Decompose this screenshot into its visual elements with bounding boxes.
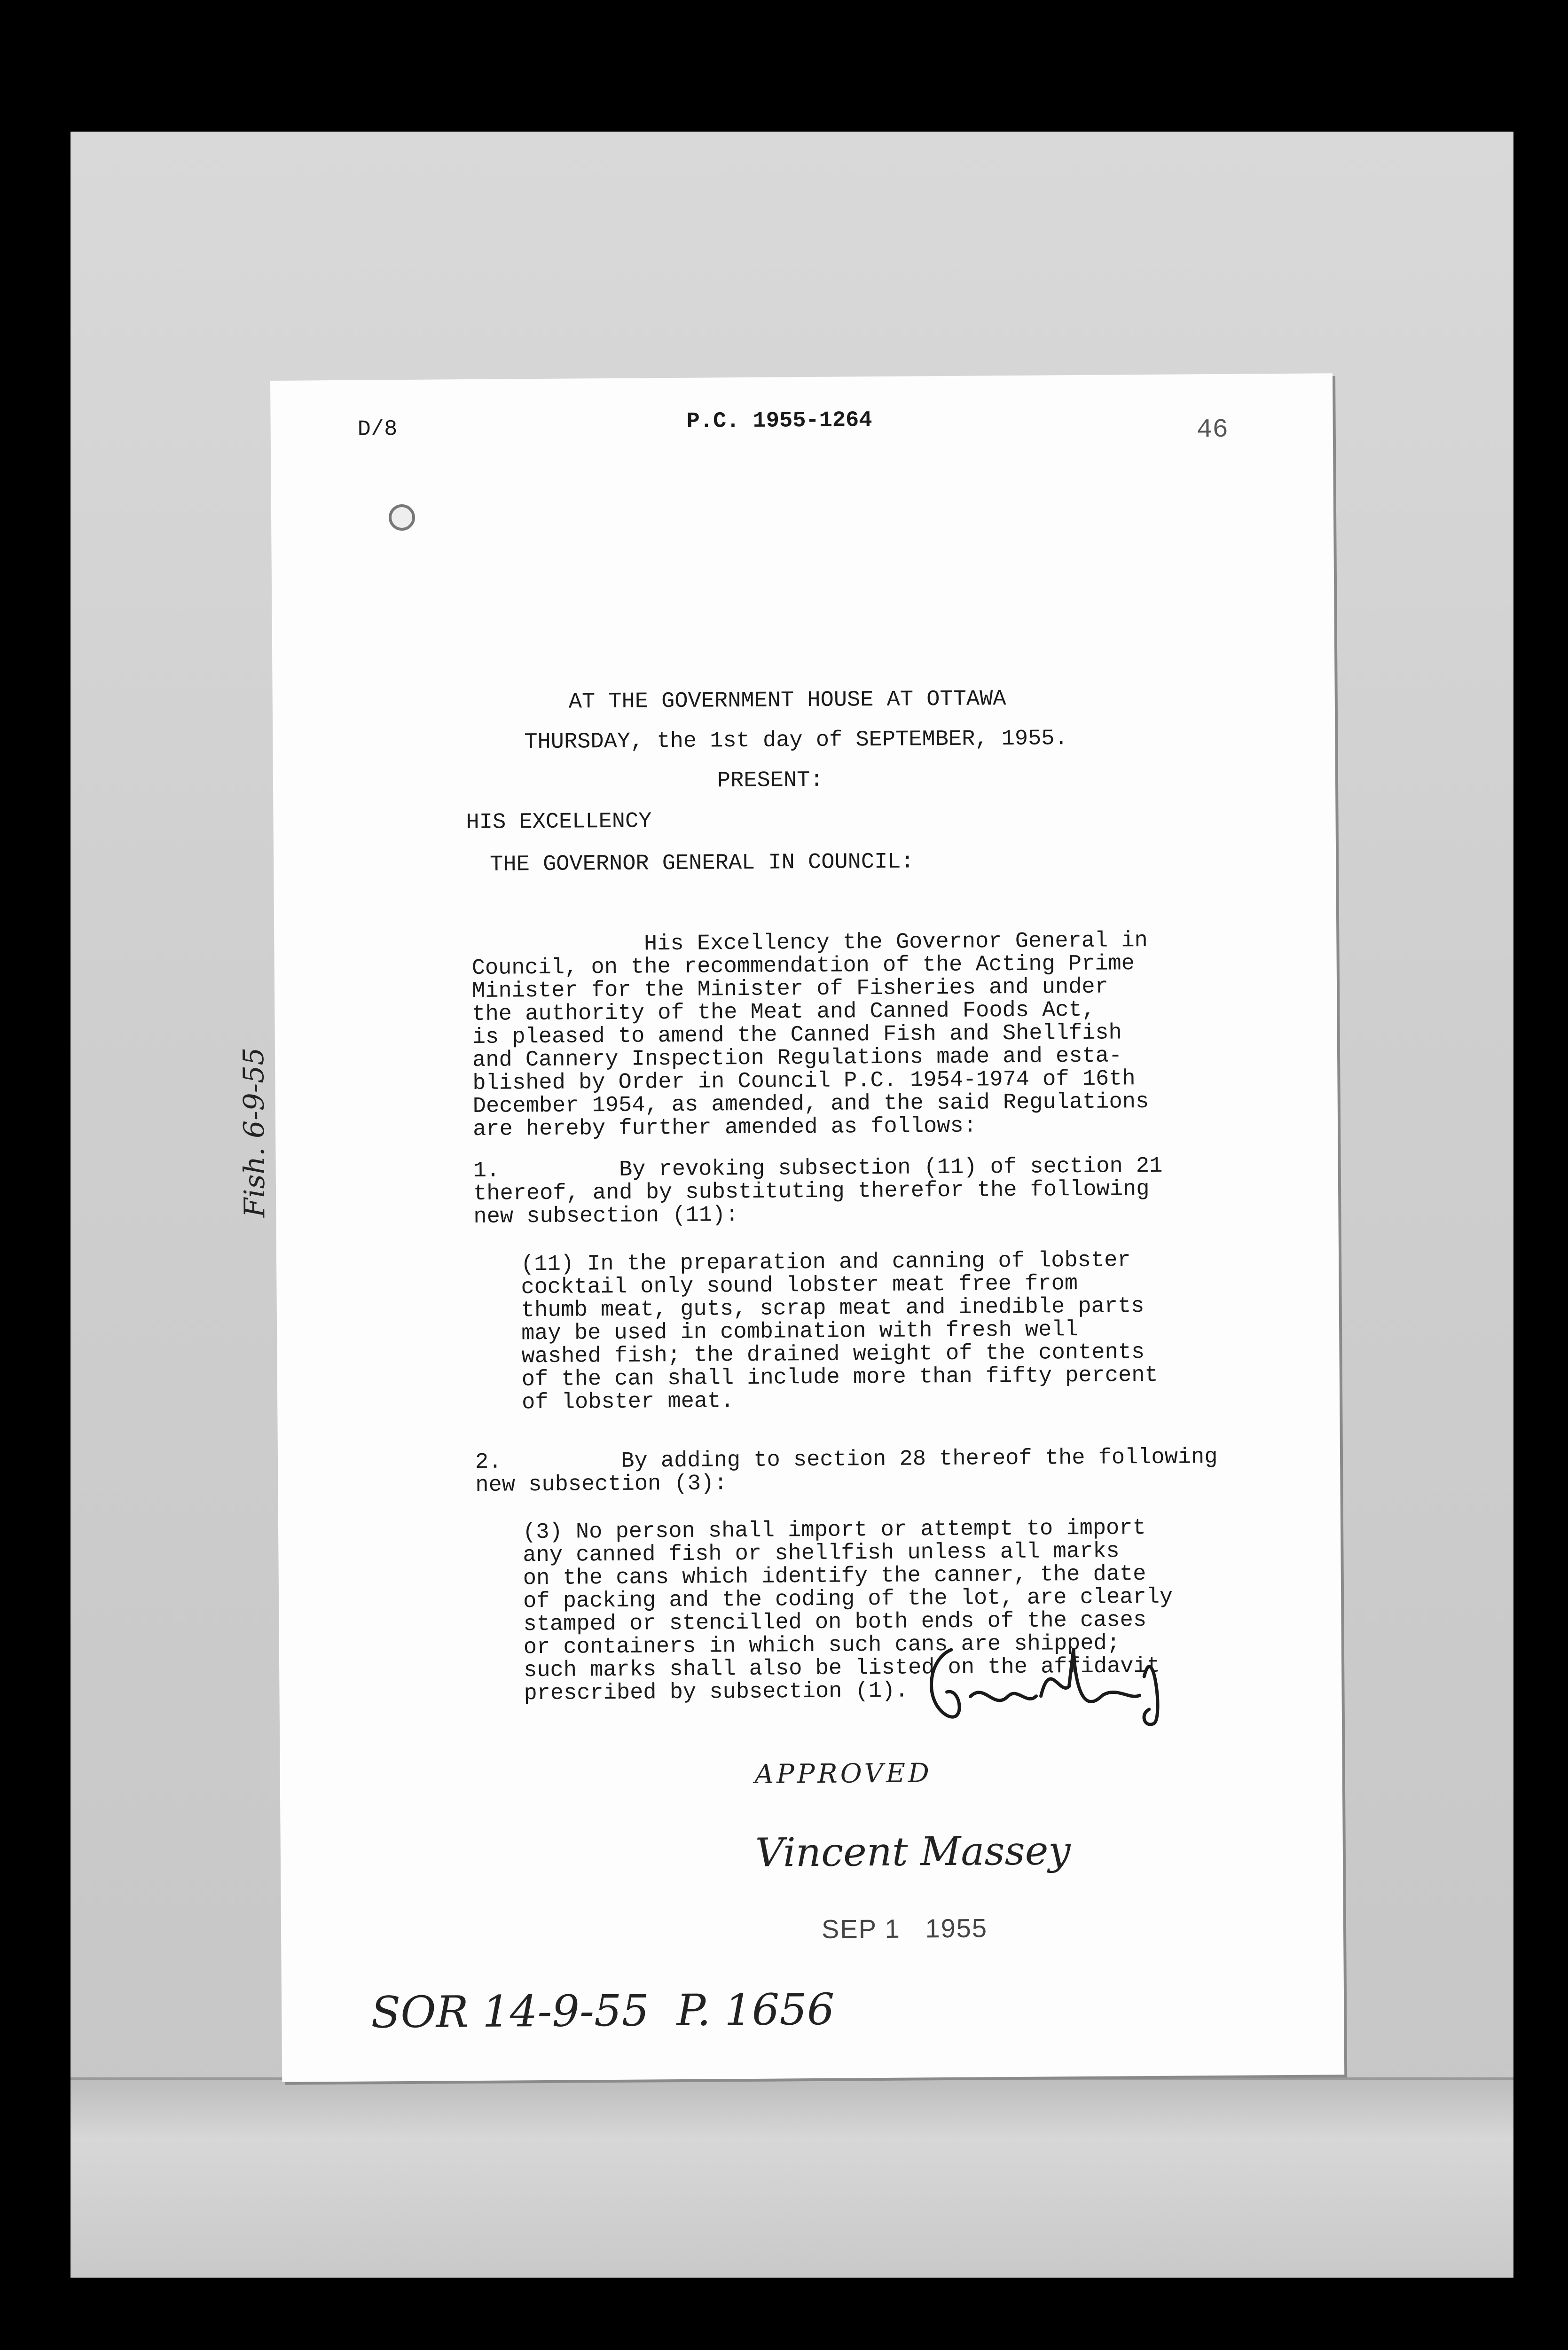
item-1-sub-line: (11) In the preparation and canning of lobster: [520, 1248, 1131, 1277]
item-2-line: 2. By adding to section 28 thereof the following: [475, 1444, 1218, 1475]
governor-signature: Vincent Massey: [755, 1827, 1071, 1876]
item-1-line: thereof, and by substituting therefor the following: [473, 1176, 1150, 1207]
intro-line: His Excellency the Governor General in: [471, 928, 1148, 958]
signature-graphic: [918, 1629, 1183, 1744]
document-page: [237, 373, 1344, 2082]
intro-line: the authority of the Meat and Canned Foods Act,: [472, 997, 1096, 1027]
intro-line: blished by Order in Council P.C. 1954-1974 of 16th: [472, 1066, 1136, 1097]
item-1-sub-line: cocktail only sound lobster meat free from: [521, 1271, 1078, 1300]
intro-line: Minister for the Minister of Fisheries and under: [471, 974, 1109, 1004]
item-2-sub-line: stamped or stencilled on both ends of the cases: [523, 1608, 1147, 1637]
item-2-sub-line: on the cans which identify the canner, the date: [523, 1562, 1146, 1591]
page-number: 46: [1196, 414, 1229, 445]
heading-excellency: HIS EXCELLENCY: [466, 809, 652, 836]
intro-line: is pleased to amend the Canned Fish and Shellfish: [472, 1020, 1122, 1050]
heading-present: PRESENT:: [717, 768, 823, 794]
margin-note: Fish. 6-9-55: [237, 1047, 272, 1218]
item-1-sub-line: may be used in combination with fresh well: [521, 1317, 1078, 1347]
intro-line: and Cannery Inspection Regulations made and esta-: [472, 1043, 1122, 1073]
item-1-sub-line: of lobster meat.: [522, 1389, 734, 1416]
item-2-sub-line: or containers in which such cans are shipped;: [523, 1631, 1121, 1661]
intro-line: Council, on the recommendation of the Acting Prime: [471, 951, 1135, 981]
order-number: P.C. 1955-1264: [686, 408, 872, 434]
item-1-line: 1. By revoking subsection (11) of section 21: [473, 1153, 1163, 1184]
item-2-sub-line: such marks shall also be listed on the affidavit: [523, 1653, 1160, 1684]
heading-place: AT THE GOVERNMENT HOUSE AT OTTAWA: [568, 687, 1006, 715]
item-1-sub-line: washed fish; the drained weight of the contents: [521, 1340, 1145, 1370]
intro-line: December 1954, as amended, and the said Regulations: [472, 1089, 1149, 1120]
item-2-line: new subsection (3):: [475, 1471, 728, 1498]
item-2-sub-line: of packing and the coding of the lot, are clearly: [523, 1584, 1173, 1614]
item-2-sub-line: prescribed by subsection (1).: [524, 1678, 909, 1707]
backing-strip: [71, 2077, 1513, 2278]
punch-hole: [389, 504, 415, 531]
item-2-sub-line: any canned fish or shellfish unless all marks: [523, 1539, 1120, 1568]
registration-note: SOR 14-9-55 P. 1656: [370, 1984, 835, 2038]
item-2-sub-line: (3) No person shall import or attempt to import: [522, 1516, 1146, 1545]
date-stamp: SEP 1 1955: [821, 1913, 988, 1944]
heading-date: THURSDAY, the 1st day of SEPTEMBER, 1955.: [524, 726, 1068, 755]
approved-mark: APPROVED: [754, 1758, 933, 1790]
item-1-line: new subsection (11):: [473, 1203, 739, 1230]
file-code: D/8: [357, 417, 398, 442]
item-1-sub-line: of the can shall include more than fifty percent: [521, 1363, 1158, 1393]
item-1-sub-line: thumb meat, guts, scrap meat and inedible parts: [521, 1294, 1145, 1324]
intro-line: are hereby further amended as follows:: [472, 1113, 977, 1143]
heading-council: THE GOVERNOR GENERAL IN COUNCIL:: [490, 849, 914, 877]
